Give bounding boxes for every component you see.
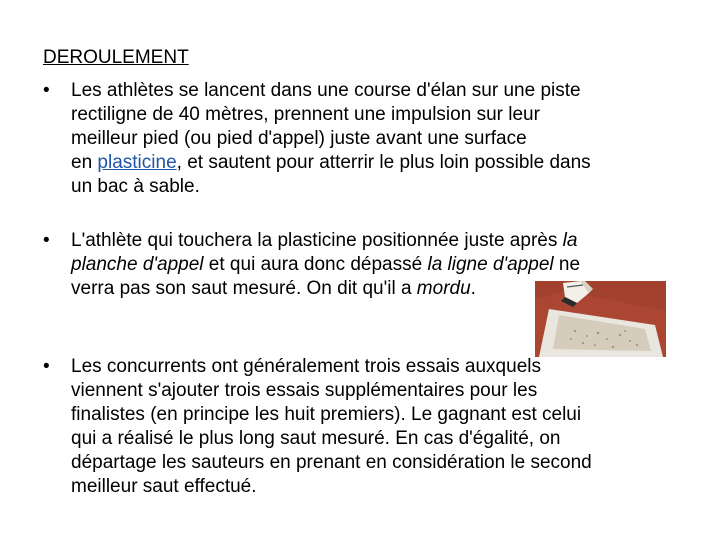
text-line: qui a réalisé le plus long saut mesuré. En cas d'égalité, on [71, 428, 561, 449]
text-line: meilleur pied (ou pied d'appel) juste avant une surface [71, 128, 527, 149]
text-line: viennent s'ajouter trois essais supplémentaires pour les [71, 380, 538, 401]
text-line: rectiligne de 40 mètres, prennent une impulsion sur leur [71, 104, 540, 125]
text-line [71, 277, 580, 301]
text-line: Les athlètes se lancent dans une course d'élan sur une piste [71, 80, 581, 101]
text-emphasis: la [562, 230, 578, 251]
bullet-text-1 [71, 79, 591, 199]
text-segment: en [71, 152, 98, 173]
text-emphasis: planche d'appel [71, 254, 204, 275]
bullet-text-2 [71, 229, 580, 301]
text-line: Les concurrents ont généralement trois essais auxquels [71, 356, 541, 377]
bullet-marker: • [43, 356, 50, 377]
long-jump-board-illustration [535, 281, 666, 357]
long-jump-board-photo [535, 281, 666, 357]
text-line: départage les sauteurs en prenant en considération le second [71, 452, 592, 473]
text-emphasis: mordu [416, 278, 471, 299]
text-segment: L'athlète qui touchera la plasticine positionnée juste après [71, 230, 563, 251]
text-line: un bac à sable. [71, 176, 200, 197]
text-line: meilleur saut effectué. [71, 476, 257, 497]
bullet-marker: • [43, 80, 50, 101]
text-segment: . [470, 278, 476, 299]
text-segment: , et sautent pour atterrir le plus loin possible dans [176, 152, 591, 173]
plasticine-link[interactable]: plasticine [97, 152, 177, 173]
bullet-marker: • [43, 230, 50, 251]
text-line [71, 151, 591, 175]
bullet-text-3 [71, 355, 592, 499]
text-line [71, 229, 580, 253]
text-segment: verra pas son saut mesuré. On dit qu'il a [71, 278, 417, 299]
text-line: finalistes (en principe les huit premiers). Le gagnant est celui [71, 404, 582, 425]
text-emphasis: la ligne d'appel [427, 254, 554, 275]
page-title: DEROULEMENT [43, 47, 189, 68]
text-segment: ne [553, 254, 581, 275]
text-line [71, 253, 580, 277]
text-segment: et qui aura donc dépassé [203, 254, 428, 275]
